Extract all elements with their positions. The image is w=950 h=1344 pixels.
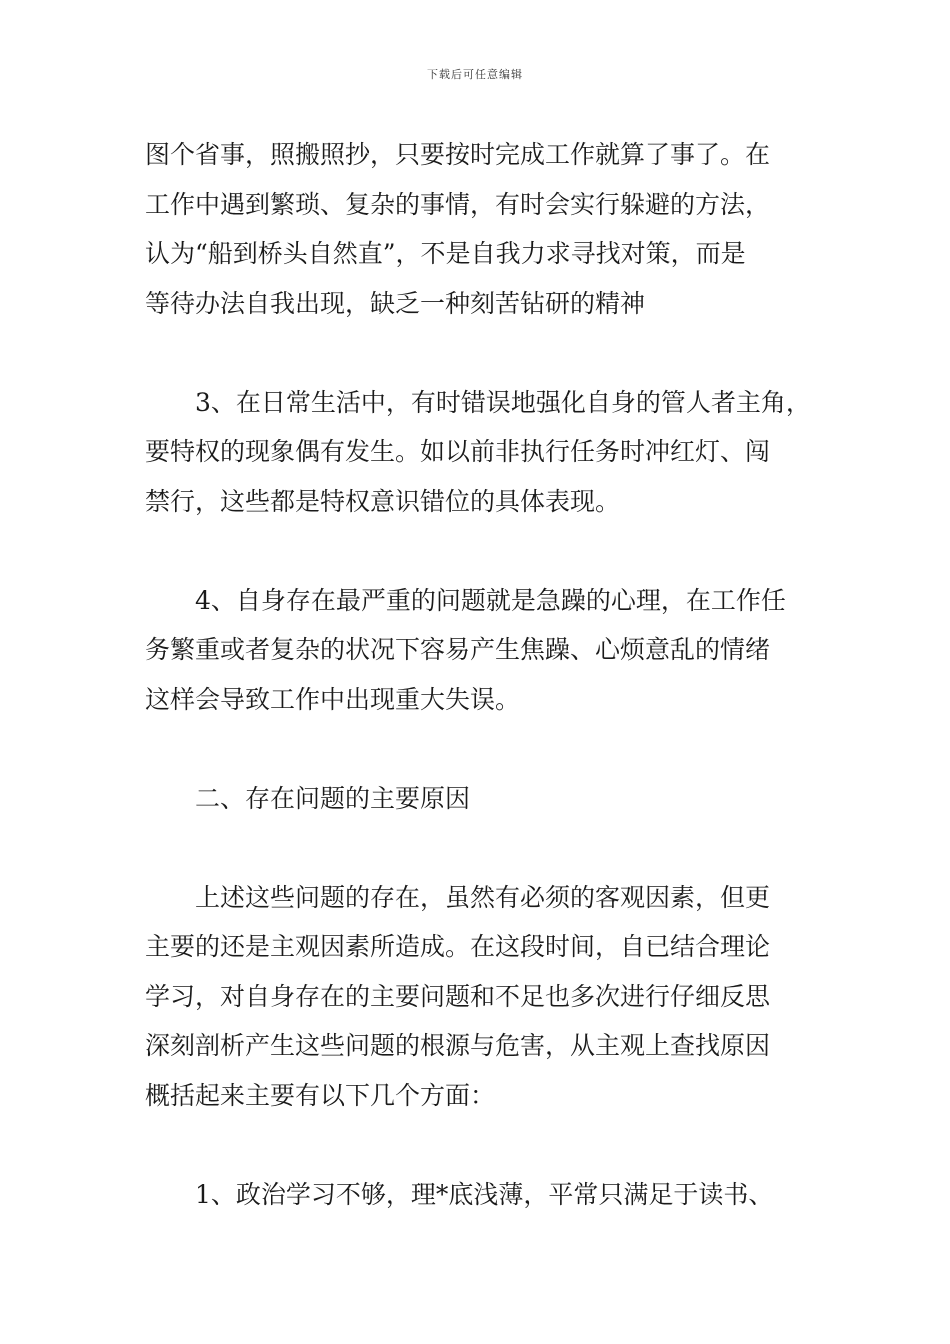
paragraph-spacer	[145, 526, 817, 576]
text-line: 4、自身存在最严重的问题就是急躁的心理，在工作任	[195, 585, 786, 615]
paragraph-point-4	[145, 576, 817, 725]
text-line: 上述这些问题的存在，虽然有必须的客观因素，但更	[195, 882, 771, 912]
text-line: 学习，对自身存在的主要问题和不足也多次进行仔细反思	[145, 981, 771, 1011]
paragraph-point-3	[145, 378, 817, 527]
paragraph-spacer	[145, 328, 817, 378]
text-line: 深刻剖析产生这些问题的根源与危害，从主观上查找原因	[145, 1031, 771, 1060]
paragraph-spacer	[145, 724, 817, 774]
text-line: 图个省事，照搬照抄，只要按时完成工作就算了事了。在	[145, 140, 771, 169]
paragraph-cause-1	[145, 1170, 817, 1220]
heading-text: 二、存在问题的主要原因	[195, 783, 471, 813]
paragraph-spacer	[145, 823, 817, 873]
page-header: 下载后可任意编辑	[427, 68, 523, 81]
text-line: 等待办法自我出现，缺乏一种刻苦钻研的精神	[145, 288, 646, 318]
text-line: 工作中遇到繁琐、复杂的事情，有时会实行躲避的方法，	[145, 189, 771, 219]
paragraph-spacer	[145, 1120, 817, 1170]
text-line: 要特权的现象偶有发生。如以前非执行任务时冲红灯、闯	[145, 437, 771, 466]
section-heading	[145, 774, 817, 824]
text-line: 主要的还是主观因素所造成。在这段时间，自已结合理论	[145, 932, 771, 961]
text-line: 务繁重或者复杂的状况下容易产生焦躁、心烦意乱的情绪	[145, 635, 771, 664]
text-line: 1、政治学习不够，理*底浅薄，平常只满足于读书、	[195, 1179, 774, 1209]
text-line: 这样会导致工作中出现重大失误。	[145, 684, 521, 714]
text-line: 3、在日常生活中，有时错误地强化自身的管人者主角，	[195, 387, 811, 417]
paragraph-causes-intro	[145, 873, 817, 1121]
text-line: 禁行，这些都是特权意识错位的具体表现。	[145, 486, 621, 516]
text-line: 认为“船到桥头自然直”，不是自我力求寻找对策，而是	[145, 239, 746, 268]
paragraph-continuation	[145, 130, 817, 328]
text-line: 概括起来主要有以下几个方面：	[145, 1080, 496, 1110]
document-body	[145, 130, 817, 1219]
